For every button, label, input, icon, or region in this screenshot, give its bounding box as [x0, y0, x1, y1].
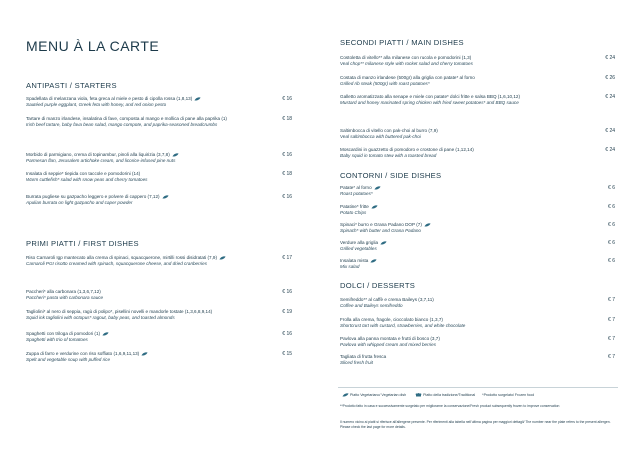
dish-name-text: Verdure alla griglia [340, 240, 379, 245]
dish-item [340, 55, 580, 67]
dish-item [340, 297, 580, 309]
dish-item [340, 147, 580, 159]
price-amount: 18 [286, 171, 292, 177]
dish-item [340, 94, 580, 106]
currency-symbol: € [608, 317, 611, 323]
dish-price [272, 194, 292, 200]
chef-hat-icon [415, 393, 422, 397]
dish-translation: Irish beef tartare, baby fava bean salad, mango compote, and paprika-seasoned breadcrumbs [26, 122, 218, 128]
dish-translation: Grilled vegetables [340, 246, 377, 252]
price-amount: 24 [609, 55, 615, 61]
price-amount: 19 [286, 309, 292, 315]
dish-item [26, 194, 266, 206]
dish-name-text: Burrata pugliese su gazpacho leggero e polvere di cappero (7,12) [26, 194, 160, 199]
leaf-icon [342, 393, 349, 397]
dish-translation: Apulian burrata on light gazpacho and caper powder [26, 200, 133, 206]
currency-symbol: € [605, 94, 609, 100]
dish-name: Moscardini in guazzetto di pomodoro e crostone di pane (1,12,14) [340, 147, 474, 152]
price-amount: 16 [286, 289, 292, 295]
dish-price [595, 94, 615, 100]
dish-translation: Mix salad [340, 264, 360, 270]
dish-translation: Pavlova with whipped cream and mixed berries [340, 342, 437, 348]
dish-item [340, 258, 580, 270]
dish-item [340, 354, 580, 366]
dish-translation: Mustard and honey marinated spring chicken with fried sweet potatoes* and BBQ sauce [340, 100, 519, 106]
dish-translation: Paccheri* pasta with carbonara sauce [26, 295, 104, 301]
dish-translation: Shortcrust tart with custard, strawberries, and white chocolate [340, 323, 466, 329]
currency-symbol: € [282, 255, 286, 261]
currency-symbol: € [608, 222, 611, 228]
price-amount: 17 [286, 255, 292, 261]
currency-symbol: € [282, 152, 286, 158]
dish-price [595, 354, 615, 360]
dish-item [340, 222, 580, 234]
dish-price [595, 317, 615, 323]
section-heading-antipasti: ANTIPASTI / STARTERS [26, 81, 117, 90]
currency-symbol: € [608, 354, 611, 360]
dish-price [595, 185, 615, 191]
legend-frozen-label: *Prodotto surgelato/ Frozen food [482, 393, 535, 397]
leaf-icon [141, 352, 148, 356]
currency-symbol: € [608, 297, 611, 303]
currency-symbol: € [282, 351, 286, 357]
leaf-icon [194, 97, 201, 101]
dish-price [272, 96, 292, 102]
currency-symbol: € [282, 116, 286, 122]
dish-translation: Potato Chips [340, 210, 367, 216]
dish-translation: Squid ink tagliolini with octopus* ragout, baby peas, and toasted almonds [26, 315, 175, 321]
dish-translation: Carnaroli PGI risotto creamed with spinach, squacquerone cheese, and dried cranberries [26, 261, 208, 267]
currency-symbol: € [605, 75, 609, 81]
currency-symbol: € [608, 336, 611, 342]
leaf-icon [380, 241, 387, 245]
dish-item [26, 96, 266, 108]
dish-name: Costoletta di vitello** alla milanese con rucola e pomodorini (1,3) [340, 55, 472, 60]
note-allergens: Il numero vicino ai piatti si riferisce all'allergene presente. Per riferimenti alla tabella nell'ultima pagina per maggiori dettagli/ The number near the plate refers to the present allergen. Please check the last page for more details. [340, 420, 611, 429]
dish-item [340, 317, 580, 329]
price-amount: 6 [612, 204, 615, 210]
price-amount: 16 [286, 331, 292, 337]
dish-translation: Spinach* with butter and Grana Padano [340, 228, 421, 234]
price-amount: 7 [612, 354, 615, 360]
dish-item [340, 185, 580, 197]
dish-translation: Coffee and Baileys semifreddo [340, 303, 403, 309]
dish-item [340, 204, 580, 216]
currency-symbol: € [605, 128, 609, 134]
dish-name-text: Insalata mista [340, 258, 369, 263]
dish-item [340, 336, 580, 348]
dish-price [272, 351, 292, 357]
price-amount: 6 [612, 240, 615, 246]
leaf-icon [219, 256, 226, 260]
dish-price [272, 171, 292, 177]
price-amount: 16 [286, 96, 292, 102]
dish-translation: Roast potatoes* [340, 191, 373, 197]
price-amount: 16 [286, 194, 292, 200]
dish-item [340, 75, 580, 87]
leaf-icon [172, 153, 179, 157]
price-amount: 6 [612, 258, 615, 264]
price-amount: 7 [612, 317, 615, 323]
dish-name: Costata di manzo irlandese (500gr) alla griglia con patate* al forno [340, 75, 475, 80]
leaf-icon [371, 205, 378, 209]
price-amount: 24 [609, 128, 615, 134]
dish-item [340, 240, 580, 252]
dish-price [272, 255, 292, 261]
dish-item [26, 152, 266, 164]
section-heading-dolci: DOLCI / DESSERTS [340, 281, 416, 290]
section-heading-contorni: CONTORNI / SIDE DISHES [340, 171, 442, 180]
dish-translation: Spaghetti with trio of tomatoes [26, 337, 88, 343]
dish-price [595, 258, 615, 264]
dish-translation: Grilled rib steak (500gr) with roast potatoes* [340, 81, 430, 87]
currency-symbol: € [282, 289, 286, 295]
dish-item [26, 351, 266, 363]
legend-frozen [482, 393, 534, 397]
dish-price [595, 240, 615, 246]
dish-price [595, 336, 615, 342]
dish-name: Galletto aromatizzato alla senape e miele con patate* dolci fritte e salsa BBQ (1,6,10,12) [340, 94, 521, 99]
currency-symbol: € [282, 194, 286, 200]
dish-price [595, 55, 615, 61]
dish-name-text: Spaghetti con triloga di pomodori (1) [26, 331, 101, 336]
dish-name-text: Patate* al forno [340, 185, 372, 190]
dish-item [26, 289, 266, 301]
dish-name: Saltimbocca di vitello con pak-choi al burro (7,9) [340, 128, 438, 133]
dish-name-text: Patatine* fritte [340, 204, 369, 209]
dish-translation: Veal chop** milanese style with rocket salad and cherry tomatoes [340, 61, 473, 67]
dish-name-text: Riso Carnaroli Igp mantecato alla crema di spinaci, squacquerone, mirtilli rossi disidratati (7,9) [26, 255, 217, 260]
dish-item [26, 171, 266, 183]
legend-tradition-label: Piatto della tradizione/Traditional [423, 393, 476, 397]
currency-symbol: € [282, 171, 286, 177]
dish-translation: Veal saltimbocca with buttered pak-choi [340, 134, 421, 140]
dish-name: Semifreddo** al caffè e crema Baileys (3,7,11) [340, 297, 434, 302]
dish-price [272, 331, 292, 337]
dish-price [595, 297, 615, 303]
dish-name-text: Zuppa di farro e verdurine con riso soffiato (1,6,9,11,13) [26, 351, 140, 356]
dish-translation: Warm cuttlefish* salad with snow peas and cherry tomatoes [26, 177, 148, 183]
dish-name: Tagliata di frutta fresca [340, 354, 387, 359]
dish-translation: Baby squid in tomato stew with a toasted bread [340, 153, 437, 159]
dish-price [595, 75, 615, 81]
legend [340, 393, 540, 397]
price-amount: 16 [286, 152, 292, 158]
dish-price [272, 152, 292, 158]
leaf-icon [162, 195, 169, 199]
currency-symbol: € [608, 258, 611, 264]
dish-translation: Parmesan flan, Jerusalem artichoke cream, and licorice-infused pine nuts [26, 158, 176, 164]
price-amount: 26 [609, 75, 615, 81]
page-title: MENU À LA CARTE [26, 38, 160, 54]
note-homemade-frozen: **Prodotto fatto in casa e successivamente surgelato per migliorarne la conservazione/Fresh product subsequently frozen to improve conservation [340, 404, 560, 408]
dish-price [272, 289, 292, 295]
dish-name: Frolla alla crema, fragole, cioccolato bianco (1,3,7) [340, 317, 443, 322]
price-amount: 15 [286, 351, 292, 357]
dish-item [26, 309, 266, 321]
dish-translation: Sautéed purple eggplant, Greek feta with honey, and red onion pesto [26, 102, 167, 108]
section-heading-secondi: SECONDI PIATTI / MAIN DISHES [340, 38, 464, 47]
dish-price [595, 204, 615, 210]
currency-symbol: € [605, 147, 609, 153]
currency-symbol: € [608, 185, 611, 191]
dish-price [272, 116, 292, 122]
dish-translation: Sliced fresh fruit [340, 360, 373, 366]
dish-item [26, 116, 266, 128]
legend-tradition [413, 393, 475, 397]
leaf-icon [424, 223, 431, 227]
legend-veg [340, 393, 406, 397]
currency-symbol: € [608, 204, 611, 210]
price-amount: 6 [612, 222, 615, 228]
dish-price [595, 147, 615, 153]
leaf-icon [374, 186, 381, 190]
currency-symbol: € [605, 55, 609, 61]
currency-symbol: € [282, 331, 286, 337]
dish-item [26, 255, 266, 267]
dish-name: Pavlova alla panna montata e frutti di bosco (3,7) [340, 336, 440, 341]
dish-name: Tartare di manzo irlandese, insalatina di fave, composta al mango e mollica di pane alla paprika (1) [26, 116, 227, 121]
leaf-icon [370, 259, 377, 263]
dish-price [272, 309, 292, 315]
legend-divider [338, 387, 618, 388]
dish-price [595, 222, 615, 228]
dish-name-text: Spinaci* burro e Grana Padano DOP (7) [340, 222, 422, 227]
dish-name-text: Spadellata di melanzana viola, feta greca al miele e pesto di cipolla rossa (1,8,13) [26, 96, 193, 101]
price-amount: 6 [612, 185, 615, 191]
dish-name: Paccheri* alla carbonara (1,3,6,7,12) [26, 289, 101, 294]
dish-item [340, 128, 580, 140]
dish-item [26, 331, 266, 343]
legend-veg-label: Piatto Vegetariano/ Vegetarian dish [350, 393, 407, 397]
currency-symbol: € [282, 309, 286, 315]
price-amount: 7 [612, 336, 615, 342]
price-amount: 18 [286, 116, 292, 122]
section-heading-primi: PRIMI PIATTI / FIRST DISHES [26, 239, 139, 248]
dish-name: Insalata di seppie* tiepida con taccole e pomodorini (14) [26, 171, 141, 176]
price-amount: 7 [612, 297, 615, 303]
currency-symbol: € [608, 240, 611, 246]
dish-name-text: Morbido di parmigiano, crema di topinambur, pinoli alla liquirizia (3,7,8) [26, 152, 170, 157]
price-amount: 24 [609, 147, 615, 153]
currency-symbol: € [282, 96, 286, 102]
dish-translation: Spelt and vegetable soup with puffed rice [26, 357, 111, 363]
dish-name: Tagliolini* al nero di seppia, ragù di polipo*, pisellini novelli e mandorle tostate (1,3,6,8,9,14) [26, 309, 213, 314]
price-amount: 24 [609, 94, 615, 100]
dish-price [595, 128, 615, 134]
leaf-icon [102, 332, 109, 336]
